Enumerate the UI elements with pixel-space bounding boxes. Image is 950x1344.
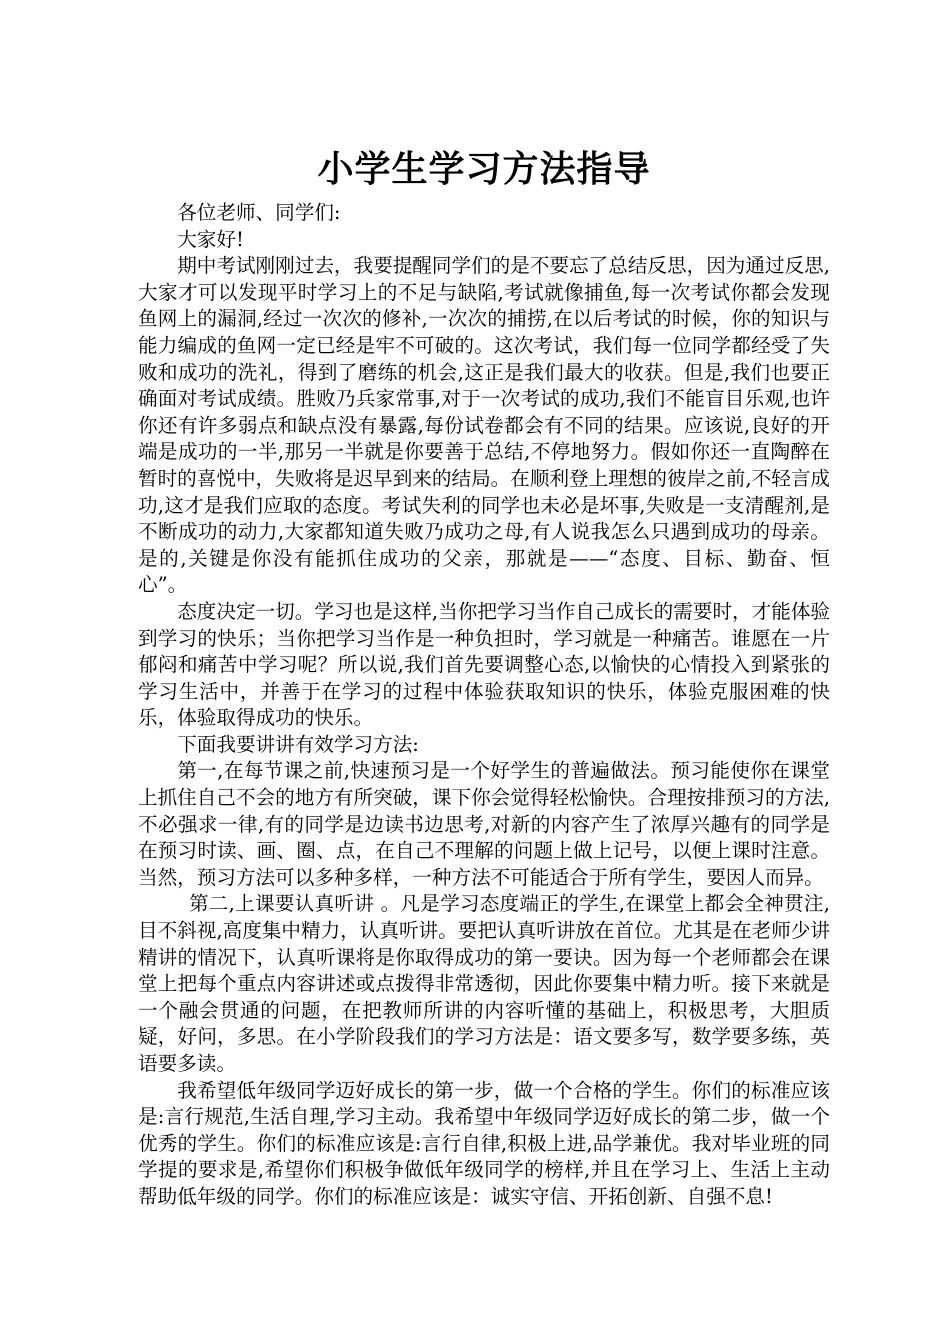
body-paragraph: 第一,在每节课之前,快速预习是一个好学生的普遍做法。预习能使你在课堂上抓住自己不会的地方有所突破，课下你会觉得轻松愉快。合理按排预习的方法,不必强求一律,有的同学是边读书边思考,对新的内容产生了浓厚兴趣有的同学是在预习时读、画、圈、点，在自己不理解的问题上做上记号，以便上课时注意。当然，预习方法可以多种多样，一种方法不可能适合于所有学生，要因人而异。 (138, 759, 831, 889)
document-page (138, 140, 830, 1211)
greeting-line: 各位老师、同学们: (177, 201, 341, 224)
greeting-line: 大家好! (177, 227, 244, 251)
section-intro: 下面我要讲讲有效学习方法: (177, 732, 419, 756)
body-paragraph: 我希望低年级同学迈好成长的第一步，做一个合格的学生。你们的标准应该是:言行规范,生活自理,学习主动。我希望中年级同学迈好成长的第二步，做一个优秀的学生。你们的标准应该是:言行自律,积极上进,品学兼优。我对毕业班的同学提的要求是,希望你们积极争做低年级同学的榜样,并且在学习上、生活上主动帮助低年级的同学。你们的标准应该是：诚实守信、开拓创新、自强不息! (138, 1078, 830, 1208)
body-paragraph: 第二,上课要认真听讲 。凡是学习态度端正的学生,在课堂上都会全神贯注,目不斜视,高度集中精力，认真听讲。要把认真听讲放在首位。尤其是在老师少讲精讲的情况下，认真听课将是你取得成功的第一要诀。因为每一个老师都会在课堂上把每个重点内容讲述或点拨得非常透彻，因此你要集中精力听。接下来就是一个融会贯通的问题，在把教师所讲的内容听懂的基础上，积极思考，大胆质疑，好问，多思。在小学阶段我们的学习方法是：语文要多写，数学要多练，英语要多读。 (138, 892, 831, 1075)
body-paragraph: 期中考试刚刚过去，我要提醒同学们的是不要忘了总结反思，因为通过反思,大家才可以发现平时学习上的不足与缺陷,考试就像捕鱼,每一次考试你都会发现鱼网上的漏洞,经过一次次的修补,一次次的捕捞,在以后考试的时候，你的知识与能力编成的鱼网一定已经是牢不可破的。这次考试，我们每一位同学都经受了失败和成功的洗礼，得到了磨练的机会,这正是我们最大的收获。但是,我们也要正确面对考试成绩。胜败乃兵家常事,对于一次考试的成功,我们不能盲目乐观,也许你还有许多弱点和缺点没有暴露,每份试卷都会有不同的结果。应该说,良好的开端是成功的一半,那另一半就是你要善于总结,不停地努力。假如你还一直陶醉在暂时的喜悦中，失败将是迟早到来的结局。在顺利登上理想的彼岸之前,不轻言成功,这才是我们应取的态度。考试失利的同学也未必是坏事,失败是一支清醒剂,是不断成功的动力,大家都知道失败乃成功之母,有人说我怎么只遇到成功的母亲。是的,关键是你没有能抓住成功的父亲，那就是——“态度、目标、勤奋、恒心”。 (138, 254, 831, 597)
document-title: 小学生学习方法指导 (317, 148, 651, 190)
body-paragraph: 态度决定一切。学习也是这样,当你把学习当作自己成长的需要时，才能体验到学习的快乐；当你把学习当作是一种负担时，学习就是一种痛苦。谁愿在一片郁闷和痛苦中学习呢？所以说,我们首先要调整心态,以愉快的心情投入到紧张的学习生活中，并善于在学习的过程中体验获取知识的快乐，体验克服困难的快乐，体验取得成功的快乐。 (138, 599, 831, 730)
